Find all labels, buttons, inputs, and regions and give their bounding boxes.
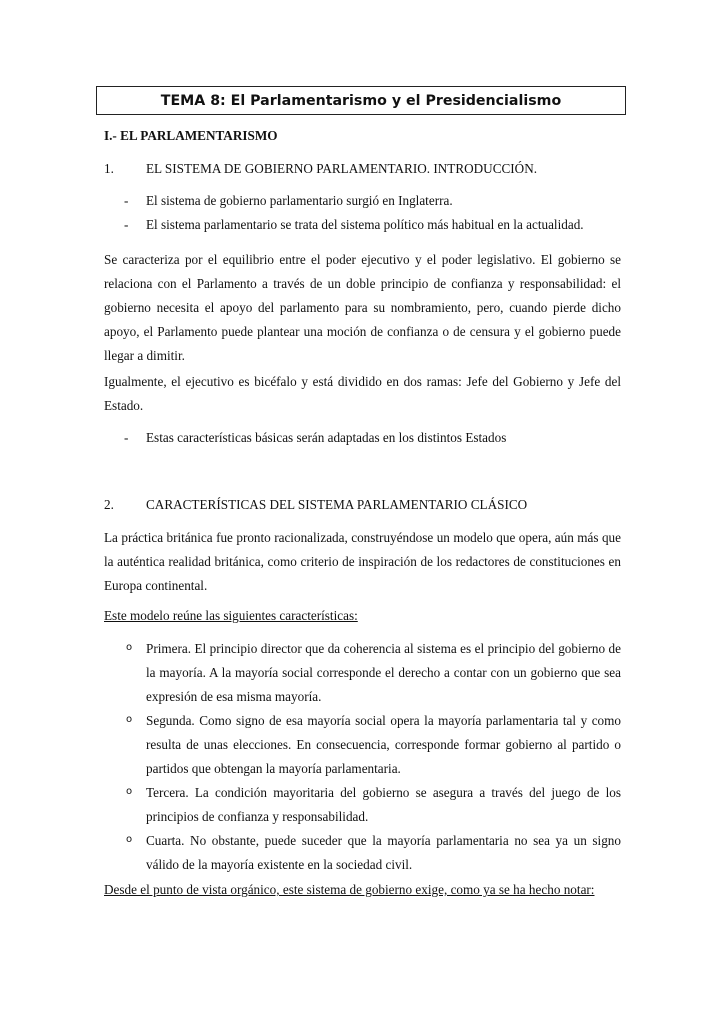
bullet-item-1: Primera. El principio director que da coherencia al sistema es el principio del gobierno de la mayoría. A la mayoría social corresponde el derecho a contar con un gobierno que sea expresión de esa misma mayoría. [146, 641, 621, 704]
dash-marker: - [124, 217, 129, 232]
paragraph-1: Se caracteriza por el equilibrio entre el poder ejecutivo y el poder legislativo. El gobierno se relaciona con el Parlamento a través de un doble principio de confianza y responsabilidad: el gobierno necesita el apoyo del parlamento para su nombramiento, pero, cuando pierde dicho apoyo, el Parlamento puede plantear una moción de confianza o de censura y el gobierno puede llegar a dimitir. [104, 252, 621, 363]
circle-bullet-icon: o [126, 786, 133, 797]
circle-bullet-icon: o [126, 642, 133, 653]
page-title: TEMA 8: El Parlamentarismo y el Presidencialismo [160, 92, 562, 109]
bullet-item-3: Tercera. La condición mayoritaria del gobierno se asegura a través del juego de los principios de confianza y responsabilidad. [146, 785, 621, 824]
title-box [96, 86, 626, 115]
dash-item-3: Estas características básicas serán adaptadas en los distintos Estados [146, 430, 507, 445]
bullet-item-2: Segunda. Como signo de esa mayoría social opera la mayoría parlamentaria tal y como resulta de unas elecciones. En consecuencia, corresponde formar gobierno al partido o partidos que obtengan la mayoría parlamentaria. [146, 713, 621, 776]
dash-item-1: El sistema de gobierno parlamentario surgió en Inglaterra. [146, 193, 453, 208]
circle-bullet-icon: o [126, 714, 133, 725]
subsection-2-title: CARACTERÍSTICAS DEL SISTEMA PARLAMENTARIO CLÁSICO [146, 497, 528, 512]
underlined-closing: Desde el punto de vista orgánico, este sistema de gobierno exige, como ya se ha hecho notar: [104, 882, 595, 897]
dash-marker: - [124, 193, 129, 208]
paragraph-3: La práctica británica fue pronto racionalizada, construyéndose un modelo que opera, aún más que la auténtica realidad británica, como criterio de inspiración de los redactores de constituciones en Europa continental. [104, 530, 621, 593]
subsection-2-number: 2. [104, 497, 114, 512]
subsection-1-number: 1. [104, 161, 114, 176]
underlined-intro: Este modelo reúne las siguientes características: [104, 608, 358, 623]
circle-bullet-icon: o [126, 834, 133, 845]
dash-marker: - [124, 430, 129, 445]
subsection-1-title: EL SISTEMA DE GOBIERNO PARLAMENTARIO. INTRODUCCIÓN. [146, 161, 538, 176]
dash-item-2: El sistema parlamentario se trata del sistema político más habitual en la actualidad. [146, 217, 584, 232]
bullet-item-4: Cuarta. No obstante, puede suceder que la mayoría parlamentaria no sea ya un signo válido de la mayoría existente en la sociedad civil. [146, 833, 621, 872]
section-heading: I.- EL PARLAMENTARISMO [104, 128, 278, 143]
paragraph-2: Igualmente, el ejecutivo es bicéfalo y está dividido en dos ramas: Jefe del Gobierno y Jefe del Estado. [104, 374, 621, 413]
